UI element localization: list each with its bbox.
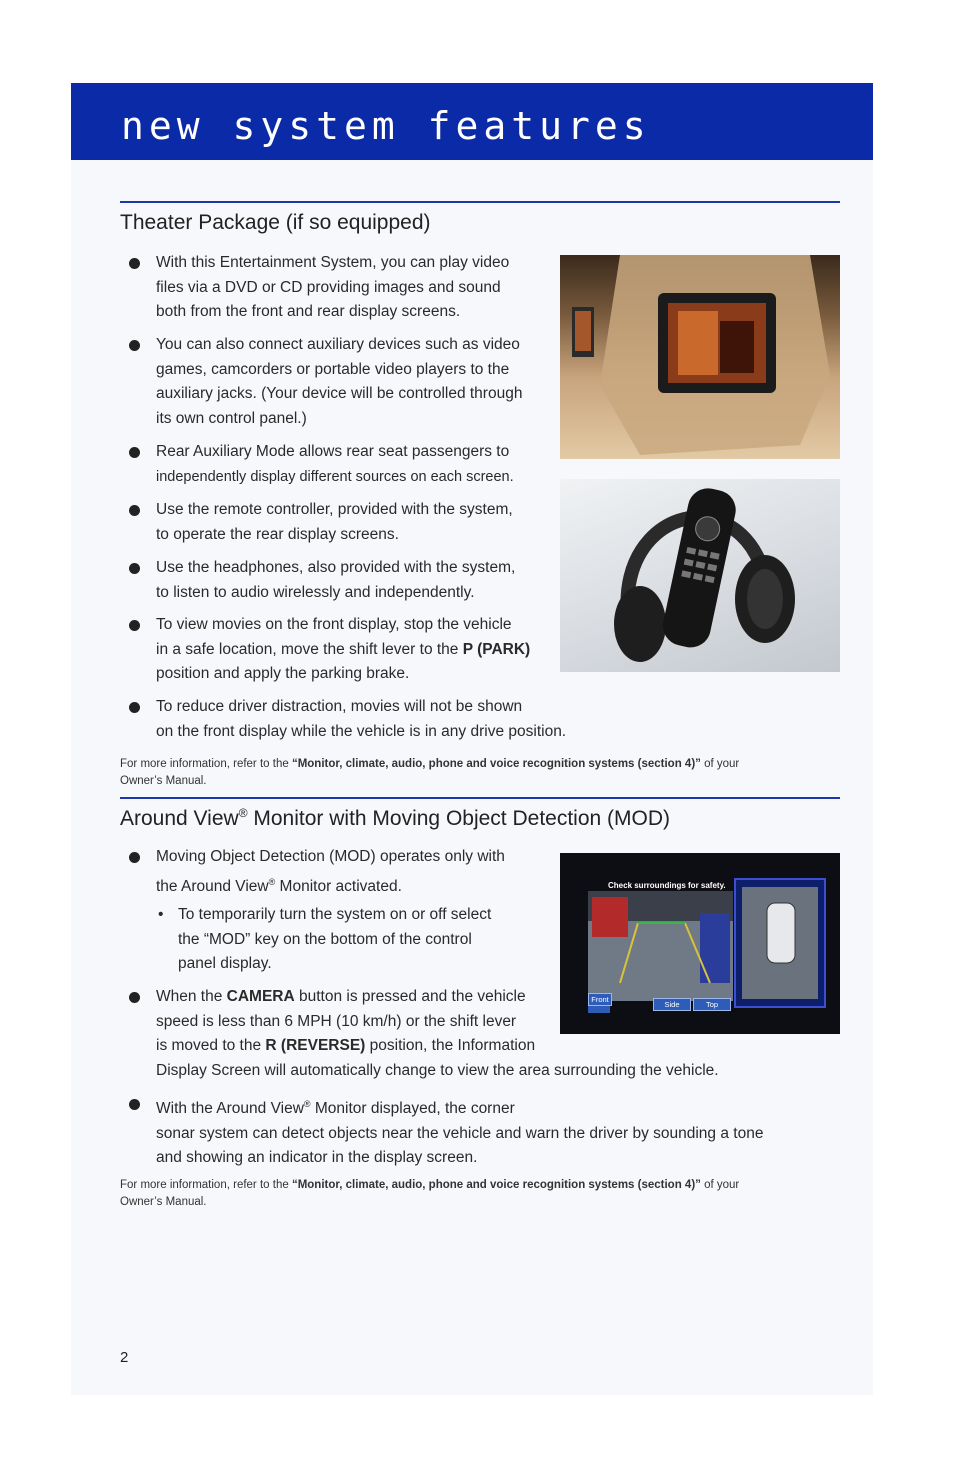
bullet-line: Rear Auxiliary Mode allows rear seat passengers to bbox=[156, 443, 510, 460]
around-view-screen-photo bbox=[560, 853, 840, 1034]
note-text: Owner’s Manual. bbox=[120, 1196, 207, 1208]
page-header-banner bbox=[71, 83, 873, 160]
section-title-theater: Theater Package (if so equipped) bbox=[120, 211, 431, 234]
bullet-line: Moving Object Detection (MOD) operates only with bbox=[156, 848, 505, 865]
note-text: Owner’s Manual. bbox=[120, 775, 207, 787]
sub-bullet-item bbox=[178, 903, 491, 977]
bullet-line: its own control panel.) bbox=[156, 409, 307, 427]
reverse-label: R (REVERSE) bbox=[265, 1037, 366, 1054]
bullet-item bbox=[156, 613, 530, 687]
registered-mark: ® bbox=[303, 1099, 311, 1109]
bullet-item bbox=[156, 1092, 763, 1171]
bullet-line: position, the Information bbox=[365, 1037, 536, 1054]
bullet-line: Use the headphones, also provided with the system, bbox=[156, 559, 516, 576]
bullet-line: position and apply the parking brake. bbox=[156, 665, 410, 682]
sub-bullet-line: the “MOD” key on the bottom of the control bbox=[178, 930, 472, 948]
bullet-line: files via a DVD or CD providing images and sound bbox=[156, 278, 501, 296]
camera-top-button[interactable]: Top bbox=[693, 998, 731, 1011]
park-label: P (PARK) bbox=[462, 640, 531, 658]
camera-warning-text: Check surroundings for safety. bbox=[608, 881, 726, 890]
page-header-title: new system features bbox=[121, 104, 651, 148]
bullet-line: independently display different sources on each screen. bbox=[156, 468, 514, 485]
note-reference: “Monitor, climate, audio, phone and voice recognition systems (section 4)” bbox=[291, 1179, 701, 1191]
note-text: For more information, refer to the bbox=[120, 1179, 292, 1191]
reference-note bbox=[120, 756, 739, 790]
note-text: of your bbox=[700, 1179, 740, 1191]
bullet-line: Display Screen will automatically change to view the area surrounding the vehicle. bbox=[156, 1061, 719, 1079]
bullet-line: Use the remote controller, provided with the system, bbox=[156, 501, 513, 518]
bullet-line: both from the front and rear display screens. bbox=[156, 303, 461, 320]
bullet-line: on the front display while the vehicle is in any drive position. bbox=[156, 722, 567, 740]
bullet-line: To view movies on the front display, stop the vehicle bbox=[156, 616, 512, 633]
bullet-line: Monitor displayed, the corner bbox=[310, 1100, 515, 1118]
headrest-display-illustration bbox=[560, 255, 840, 459]
bullet-item bbox=[156, 333, 522, 431]
bullet-item bbox=[156, 251, 509, 325]
sub-bullet-line: panel display. bbox=[178, 955, 272, 972]
camera-front-button[interactable]: Front bbox=[588, 993, 612, 1006]
title-text: Monitor with Moving Object Detection (MOD) bbox=[247, 807, 671, 830]
bullet-item bbox=[156, 440, 514, 489]
bullet-line: With the Around View bbox=[156, 1100, 304, 1118]
bullet-line: auxiliary jacks. (Your device will be controlled through bbox=[156, 385, 523, 402]
bullet-line: is moved to the bbox=[156, 1037, 266, 1054]
bullet-line: To reduce driver distraction, movies will not be shown bbox=[156, 698, 523, 715]
camera-label: CAMERA bbox=[226, 988, 295, 1005]
bullet-line: button is pressed and the vehicle bbox=[294, 988, 526, 1005]
bullet-line: the Around View bbox=[156, 877, 269, 895]
bullet-line: speed is less than 6 MPH (10 km/h) or the shift lever bbox=[156, 1012, 517, 1030]
bullet-line: You can also connect auxiliary devices such as video bbox=[156, 336, 520, 353]
note-text: For more information, refer to the bbox=[120, 758, 292, 770]
registered-mark: ® bbox=[238, 806, 248, 820]
bullet-line: With this Entertainment System, you can play video bbox=[156, 254, 510, 271]
note-text: of your bbox=[700, 758, 740, 770]
bullet-line: in a safe location, move the shift lever to the bbox=[156, 640, 459, 658]
bullet-line: Monitor activated. bbox=[275, 877, 402, 895]
title-text: Around View bbox=[120, 807, 239, 830]
headrest-display-photo bbox=[560, 255, 840, 459]
bullet-item bbox=[156, 556, 515, 605]
bullet-line: games, camcorders or portable video players to the bbox=[156, 360, 510, 378]
note-reference: “Monitor, climate, audio, phone and voice recognition systems (section 4)” bbox=[291, 758, 701, 770]
section-divider bbox=[120, 201, 840, 203]
registered-mark: ® bbox=[268, 876, 276, 887]
bullet-item bbox=[156, 498, 513, 547]
camera-side-button[interactable]: Side bbox=[653, 998, 691, 1011]
remote-headphones-illustration bbox=[560, 479, 840, 672]
reference-note bbox=[120, 1177, 739, 1211]
page-number: 2 bbox=[120, 1349, 129, 1366]
bullet-item bbox=[156, 695, 566, 744]
bullet-line: to operate the rear display screens. bbox=[156, 525, 399, 543]
bullet-line: sonar system can detect objects near the vehicle and warn the driver by sounding a tone bbox=[156, 1124, 764, 1142]
section-title-around-view bbox=[120, 806, 670, 831]
bullet-item bbox=[156, 845, 505, 899]
remote-headphones-photo bbox=[560, 479, 840, 672]
bullet-line: and showing an indicator in the display screen. bbox=[156, 1149, 478, 1167]
sub-bullet-line: To temporarily turn the system on or off select bbox=[178, 906, 492, 923]
bullet-line: When the bbox=[156, 988, 227, 1005]
bullet-line: to listen to audio wirelessly and independently. bbox=[156, 583, 475, 601]
section-divider bbox=[120, 797, 840, 799]
